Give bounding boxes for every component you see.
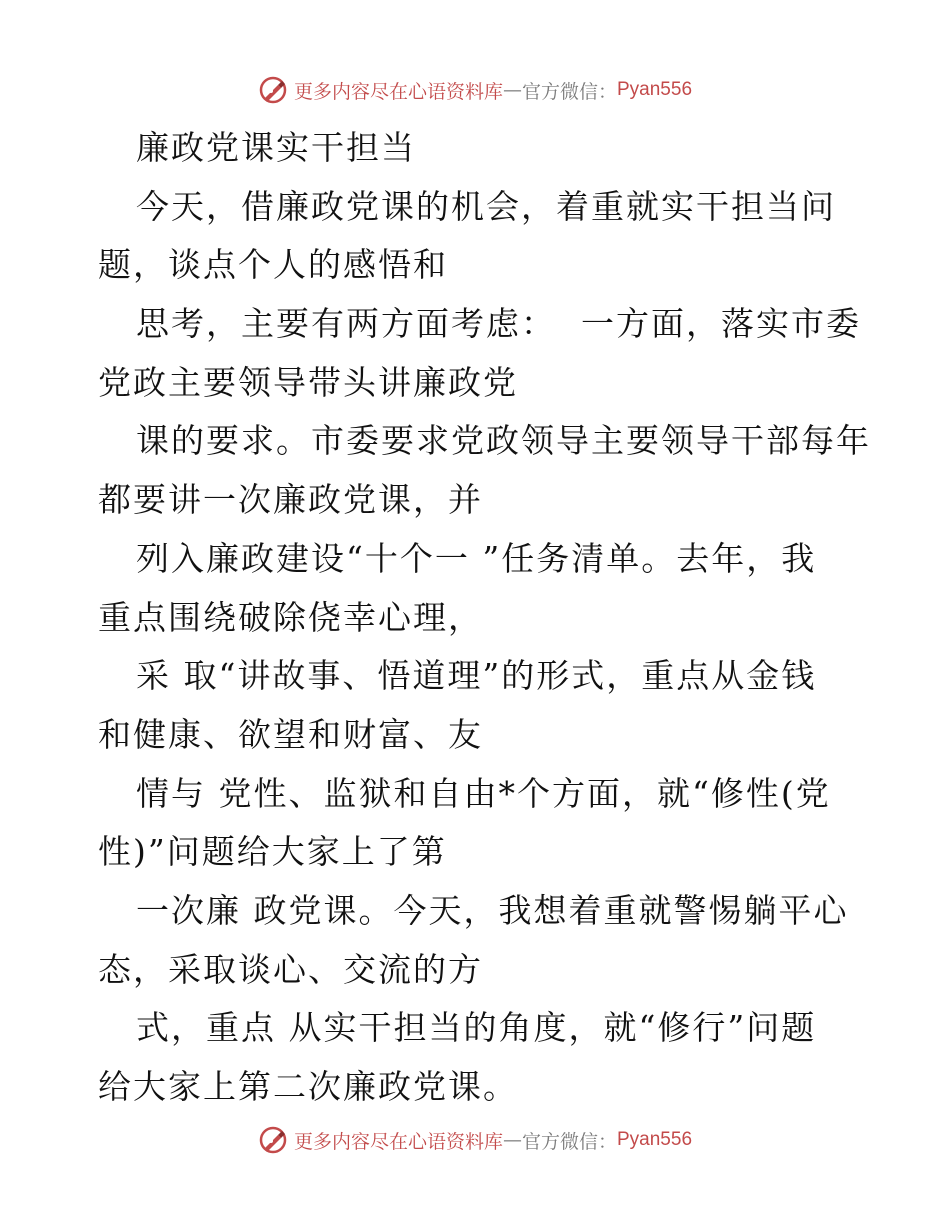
banner-text: 更多内容尽在心语资料库 [293,1130,503,1153]
paragraph-line: 课的要求。市委要求党政领导主要领导干部每年 [136,421,871,461]
banner-dash: — [502,1129,522,1151]
paragraph-line: 一次廉 政党课。今天，我想着重就警惕躺平心 [136,890,849,930]
pen-logo-icon [258,1125,288,1155]
banner-label: 官方微信： [521,1130,617,1153]
pen-logo-icon [258,75,288,105]
header-watermark-banner [0,70,950,110]
paragraph-line: 都要讲一次廉政党课，并 [98,480,483,520]
paragraph-line: 今天，借廉政党课的机会，着重就实干担当问 [136,186,836,226]
paragraph-line: 给大家上第二次廉政党课。 [98,1067,518,1106]
paragraph-line: 列入廉政建设“十个一 ”任务清单。去年，我 [136,538,817,578]
banner-label: 官方微信： [521,80,617,103]
paragraph-line: 采 取“讲故事、悟道理”的形式，重点从金钱 [136,656,817,696]
paragraph-line: 和健康、欲望和财富、友 [98,714,483,754]
footer-watermark-banner [0,1120,950,1160]
paragraph-line: 思考，主要有两方面考虑： 一方面，落实市委 [136,304,861,344]
document-body [98,119,871,1117]
paragraph-line: 重点围绕破除侥幸心理， [98,597,483,637]
banner-text: 更多内容尽在心语资料库 [293,80,503,103]
banner-wechat-id: Pyan556 [617,1129,693,1150]
paragraph-line: 题，谈点个人的感悟和 [98,245,448,285]
paragraph-line: 情与 党性、监狱和自由*个方面，就“修性(党 [136,773,831,813]
paragraph-line: 态，采取谈心、交流的方 [98,949,483,989]
document-title: 廉政党课实干担当 [136,128,416,167]
banner-wechat-id: Pyan556 [617,79,693,100]
banner-dash: — [502,79,522,101]
paragraph-line: 式，重点 从实干担当的角度，就“修行”问题 [136,1008,817,1048]
paragraph-line: 党政主要领导带头讲廉政党 [98,362,518,402]
paragraph-line: 性)”问题给大家上了第 [98,832,447,872]
